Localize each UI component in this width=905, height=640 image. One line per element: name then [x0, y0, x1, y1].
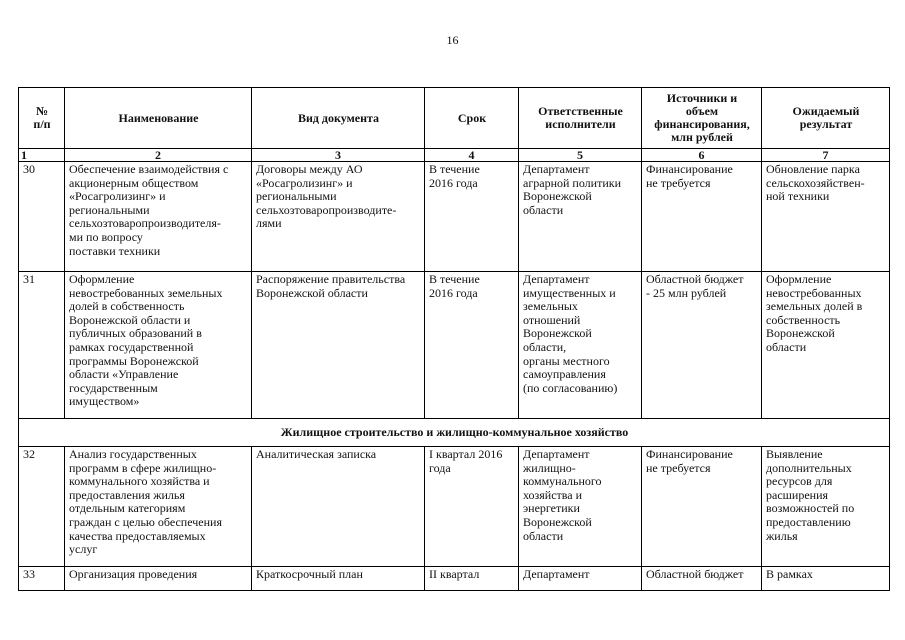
header-financing: Источники и объем финансирования, млн рублей	[642, 88, 762, 149]
header-row	[19, 88, 890, 149]
plan-table	[18, 87, 890, 591]
row-name: Оформление невостребованных земельных долей в собственность Воронежской области и публичных образований в рамках государственной программы Воронежской области «Управление государственным имуществом»	[65, 272, 252, 419]
section-title: Жилищное строительство и жилищно-коммунальное хозяйство	[19, 419, 890, 447]
row-responsible: Департамент аграрной политики Воронежской области	[519, 162, 642, 272]
row-financing: Областной бюджет - 25 млн рублей	[642, 272, 762, 419]
row-document-type: Договоры между АО «Росагролизинг» и региональными сельхозтоваропроизводите- лями	[252, 162, 425, 272]
row-term: В течение 2016 года	[425, 162, 519, 272]
row-number: 32	[19, 447, 65, 567]
row-financing: Финансирование не требуется	[642, 162, 762, 272]
page-number: 16	[446, 33, 459, 47]
column-number: 6	[642, 149, 762, 162]
header-number: № п/п	[19, 88, 65, 149]
row-result: Выявление дополнительных ресурсов для расширения возможностей по предоставлению жилья	[762, 447, 890, 567]
header-result: Ожидаемый результат	[762, 88, 890, 149]
column-number: 2	[65, 149, 252, 162]
header-term: Срок	[425, 88, 519, 149]
row-number: 30	[19, 162, 65, 272]
row-document-type: Аналитическая записка	[252, 447, 425, 567]
row-responsible: Департамент имущественных и земельных отношений Воронежской области, органы местного самоуправления (по согласованию)	[519, 272, 642, 419]
column-number: 1	[19, 149, 65, 162]
row-term: В течение 2016 года	[425, 272, 519, 419]
section-row	[19, 419, 890, 447]
row-result: В рамках	[762, 567, 890, 591]
row-name: Обеспечение взаимодействия с акционерным обществом «Росагролизинг» и региональными сельхозтоваропроизводителя- ми по вопросу поставки техники	[65, 162, 252, 272]
row-result: Оформление невостребованных земельных долей в собственность Воронежской области	[762, 272, 890, 419]
row-term: I квартал 2016 года	[425, 447, 519, 567]
row-name: Анализ государственных программ в сфере жилищно- коммунального хозяйства и предоставления жилья отдельным категориям граждан с целью обеспечения качества предоставляемых услуг	[65, 447, 252, 567]
header-document-type: Вид документа	[252, 88, 425, 149]
header-responsible: Ответственные исполнители	[519, 88, 642, 149]
column-number-row	[19, 149, 890, 162]
row-term: II квартал	[425, 567, 519, 591]
column-number: 7	[762, 149, 890, 162]
row-number: 31	[19, 272, 65, 419]
column-number: 5	[519, 149, 642, 162]
column-number: 3	[252, 149, 425, 162]
row-financing: Финансирование не требуется	[642, 447, 762, 567]
row-document-type: Распоряжение правительства Воронежской области	[252, 272, 425, 419]
table-row	[19, 447, 890, 567]
row-document-type: Краткосрочный план	[252, 567, 425, 591]
table-row	[19, 567, 890, 591]
column-number: 4	[425, 149, 519, 162]
row-responsible: Департамент	[519, 567, 642, 591]
row-name: Организация проведения	[65, 567, 252, 591]
row-financing: Областной бюджет	[642, 567, 762, 591]
table-row	[19, 162, 890, 272]
row-result: Обновление парка сельскохозяйствен- ной техники	[762, 162, 890, 272]
table-row	[19, 272, 890, 419]
header-name: Наименование	[65, 88, 252, 149]
row-number: 33	[19, 567, 65, 591]
row-responsible: Департамент жилищно- коммунального хозяйства и энергетики Воронежской области	[519, 447, 642, 567]
